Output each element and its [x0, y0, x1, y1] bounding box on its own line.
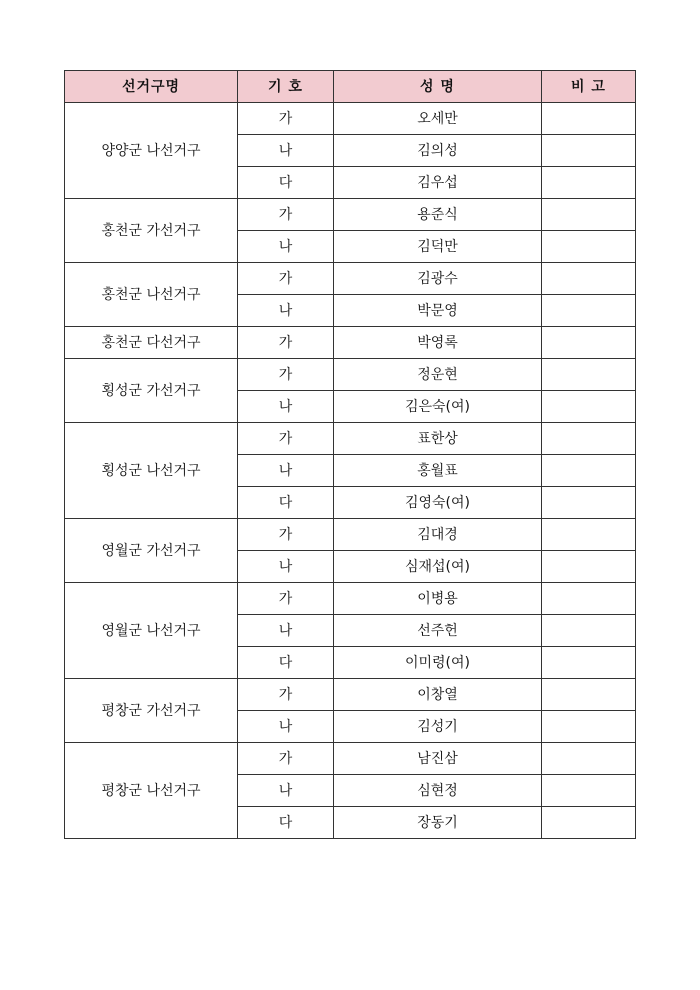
table-header	[65, 71, 636, 103]
candidate-name-cell: 김성기	[334, 711, 542, 743]
symbol-cell: 나	[238, 295, 334, 327]
note-cell	[542, 807, 636, 839]
candidate-name-cell: 정운현	[334, 359, 542, 391]
candidate-name-cell: 박영록	[334, 327, 542, 359]
note-cell	[542, 455, 636, 487]
candidate-name-cell: 김의성	[334, 135, 542, 167]
note-cell	[542, 775, 636, 807]
symbol-cell: 다	[238, 807, 334, 839]
symbol-cell: 가	[238, 679, 334, 711]
table-row	[65, 583, 636, 615]
district-cell: 평창군 나선거구	[65, 743, 238, 839]
note-cell	[542, 199, 636, 231]
note-cell	[542, 615, 636, 647]
symbol-cell: 다	[238, 167, 334, 199]
candidate-name-cell: 김광수	[334, 263, 542, 295]
note-cell	[542, 679, 636, 711]
symbol-cell: 나	[238, 135, 334, 167]
symbol-cell: 나	[238, 615, 334, 647]
note-cell	[542, 423, 636, 455]
candidate-name-cell: 장동기	[334, 807, 542, 839]
note-cell	[542, 263, 636, 295]
table-row	[65, 359, 636, 391]
table-row	[65, 327, 636, 359]
note-cell	[542, 167, 636, 199]
symbol-cell: 가	[238, 423, 334, 455]
symbol-cell: 나	[238, 551, 334, 583]
candidate-name-cell: 심현정	[334, 775, 542, 807]
district-cell: 홍천군 나선거구	[65, 263, 238, 327]
candidate-name-cell: 이미령(여)	[334, 647, 542, 679]
table-row	[65, 263, 636, 295]
table-row	[65, 103, 636, 135]
table-row	[65, 423, 636, 455]
note-cell	[542, 551, 636, 583]
candidate-name-cell: 김우섭	[334, 167, 542, 199]
district-cell: 평창군 가선거구	[65, 679, 238, 743]
symbol-cell: 가	[238, 359, 334, 391]
district-cell: 영월군 가선거구	[65, 519, 238, 583]
candidate-name-cell: 오세만	[334, 103, 542, 135]
candidate-name-cell: 남진삼	[334, 743, 542, 775]
district-cell: 홍천군 가선거구	[65, 199, 238, 263]
candidate-name-cell: 홍월표	[334, 455, 542, 487]
candidate-name-cell: 김덕만	[334, 231, 542, 263]
district-cell: 횡성군 가선거구	[65, 359, 238, 423]
candidate-name-cell: 선주헌	[334, 615, 542, 647]
note-cell	[542, 327, 636, 359]
note-cell	[542, 743, 636, 775]
symbol-cell: 나	[238, 231, 334, 263]
header-district: 선거구명	[65, 71, 238, 103]
symbol-cell: 다	[238, 487, 334, 519]
note-cell	[542, 103, 636, 135]
note-cell	[542, 359, 636, 391]
note-cell	[542, 583, 636, 615]
candidate-name-cell: 표한상	[334, 423, 542, 455]
note-cell	[542, 647, 636, 679]
header-name: 성 명	[334, 71, 542, 103]
candidate-name-cell: 용준식	[334, 199, 542, 231]
candidate-name-cell: 이병용	[334, 583, 542, 615]
table-row	[65, 519, 636, 551]
note-cell	[542, 135, 636, 167]
candidate-name-cell: 박문영	[334, 295, 542, 327]
symbol-cell: 다	[238, 647, 334, 679]
candidate-table	[64, 70, 636, 839]
table-body	[65, 103, 636, 839]
candidate-name-cell: 심재섭(여)	[334, 551, 542, 583]
district-cell: 홍천군 다선거구	[65, 327, 238, 359]
symbol-cell: 나	[238, 775, 334, 807]
symbol-cell: 가	[238, 743, 334, 775]
symbol-cell: 나	[238, 391, 334, 423]
candidate-name-cell: 김은숙(여)	[334, 391, 542, 423]
header-row	[65, 71, 636, 103]
table-row	[65, 743, 636, 775]
note-cell	[542, 231, 636, 263]
district-cell: 양양군 나선거구	[65, 103, 238, 199]
note-cell	[542, 519, 636, 551]
symbol-cell: 가	[238, 519, 334, 551]
candidate-name-cell: 김영숙(여)	[334, 487, 542, 519]
note-cell	[542, 391, 636, 423]
candidate-name-cell: 김대경	[334, 519, 542, 551]
note-cell	[542, 487, 636, 519]
candidate-name-cell: 이창열	[334, 679, 542, 711]
note-cell	[542, 295, 636, 327]
table-row	[65, 199, 636, 231]
symbol-cell: 나	[238, 455, 334, 487]
header-symbol: 기 호	[238, 71, 334, 103]
district-cell: 영월군 나선거구	[65, 583, 238, 679]
note-cell	[542, 711, 636, 743]
symbol-cell: 가	[238, 583, 334, 615]
symbol-cell: 가	[238, 199, 334, 231]
symbol-cell: 가	[238, 263, 334, 295]
symbol-cell: 가	[238, 103, 334, 135]
symbol-cell: 가	[238, 327, 334, 359]
table-row	[65, 679, 636, 711]
symbol-cell: 나	[238, 711, 334, 743]
district-cell: 횡성군 나선거구	[65, 423, 238, 519]
header-note: 비 고	[542, 71, 636, 103]
